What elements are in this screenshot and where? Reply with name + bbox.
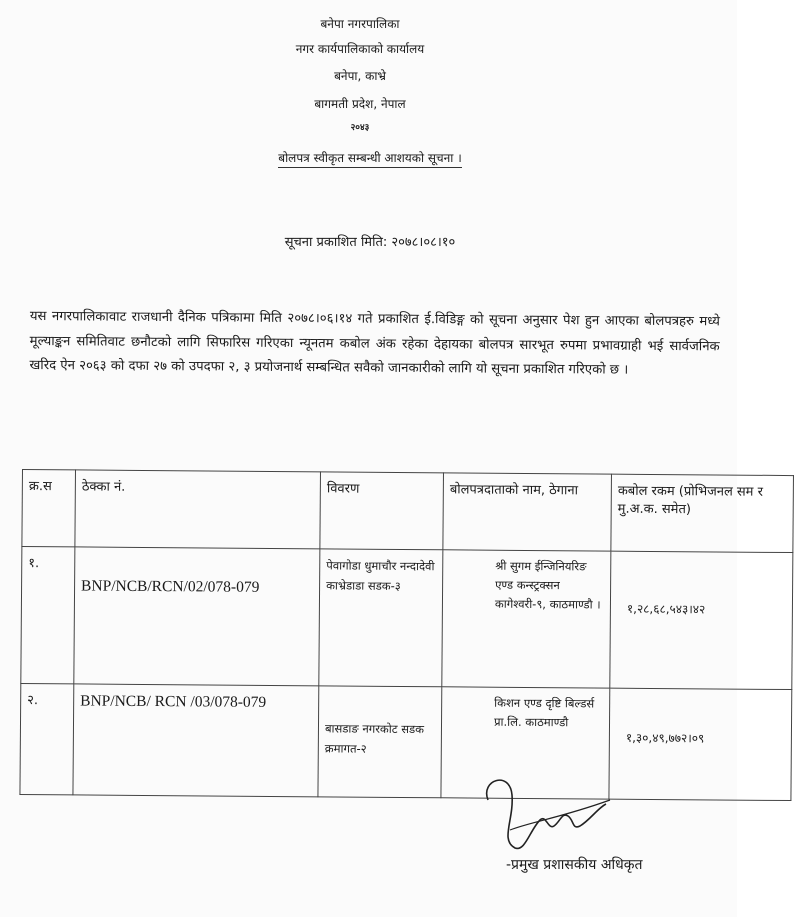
sn-value: २. [27,693,39,709]
cell-description [319,549,443,687]
notice-subject [160,149,580,166]
header-municipality: बनेपा नगरपालिका [320,17,400,31]
cell-description [318,686,442,798]
contract-no-value: BNP/NCB/ RCN /03/078-079 [80,692,267,711]
cell-amount [609,688,792,800]
bid-table-wrapper [19,469,763,801]
cell-bidder [442,550,611,688]
officer-title: -प्रमुख प्रशासकीय अधिकृत [506,857,643,873]
header-amount: कबोल रकम (प्रोभिजनल सम र मु.अ.क. समेत) [611,474,794,552]
contract-no-value: BNP/NCB/RCN/02/078-079 [81,577,260,596]
notice-paragraph: यस नगरपालिकावाट राजधानी दैनिक पत्रिकामा मिति २०७८।०६।१४ गते प्रकाशित ई.विडिङ्ग को सूचना अनुसार पेश हुन आएका बोलपत्रहरु मध्ये मूल्याङ्कन समितिवाट छनौटको लागि सिफारिस गरिएका न्यूनतम कबोल अंक रहेका देहायका बोलपत्र सारभूत रुपमा प्रभावग्राही भई सार्वजनिक खरिद ऐन २०६३ को दफा २७ को उपदफा २, ३ प्रयोजनार्थ सम्बन्धित सवैको जानकारीको लागि यो सूचना प्रकाशित गरिएको छ । [29,308,720,378]
description-value: बासडाङ नगरकोट सडक क्रमागत-२ [324,721,425,756]
cell-contract-no [73,684,319,797]
header-office: नगर कार्यपालिकाको कार्यालय [295,42,425,56]
cell-sn [20,683,74,794]
header-location: बनेपा, काभ्रे [334,69,386,83]
cell-amount [610,551,793,689]
sn-value: १. [28,556,40,572]
description-value: पेवागोडा धुमाचौर नन्दादेवी काभ्रेडाडा सडक-३ [326,558,435,593]
header-sn: क्र.स [22,470,76,547]
amount-value: १,२८,६८,५४३।४२ [626,601,706,617]
bidder-value: श्री सुगम ईन्जिनियरिङ एण्ड कन्स्ट्रक्सन कागेश्वरी-९, काठमाण्डौ । [494,558,601,612]
header-year: २०४३ [350,123,370,133]
bid-table [19,469,794,801]
header-contract-no: ठेक्का नं. [75,470,321,549]
notice-subject-text: बोलपत्र स्वीकृत सम्बन्धी आशयको सूचना । [278,151,462,168]
cell-sn [21,547,75,684]
header-description: विवरण [320,472,444,550]
publication-date: सूचना प्रकाशित मिति: २०७८।०८।१० [284,235,456,250]
amount-value: १,३०,४९,७७२।०९ [625,730,705,746]
cell-contract-no [74,547,320,686]
bidder-value: किशन एण्ड दृष्टि बिल्डर्स प्रा.लि. काठमाण्डौ [493,695,595,730]
header-province: बागमती प्रदेश, नेपाल [314,97,406,111]
table-row [21,547,793,690]
table-header-row [22,470,794,553]
signature [470,760,620,860]
header-bidder: बोलपत्रदाताको नाम, ठेगाना [443,473,612,551]
table-row [20,683,792,800]
